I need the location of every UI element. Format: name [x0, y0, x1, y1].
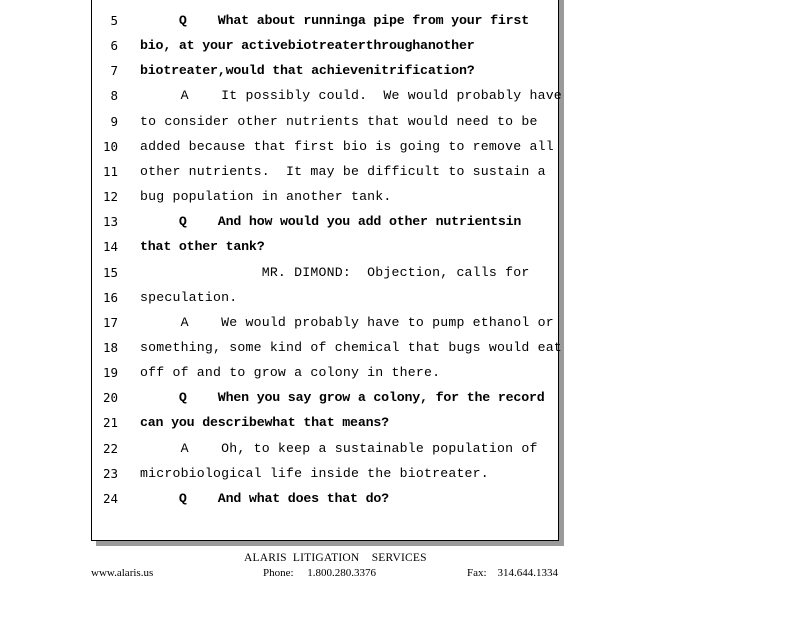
line-number: 13: [102, 214, 118, 230]
transcript-line: [92, 234, 558, 259]
line-number: 22: [102, 440, 118, 456]
line-text: other nutrients. It may be difficult to sustain a: [140, 163, 546, 179]
line-number: 11: [102, 163, 118, 179]
line-number: 17: [102, 314, 118, 330]
line-text: bug population in another tank.: [140, 189, 392, 205]
transcript-line: [92, 109, 558, 134]
transcript-line: [92, 33, 558, 58]
line-text: A It possibly could. We would probably have: [140, 88, 562, 104]
footer-website: www.alaris.us: [91, 567, 154, 579]
footer-company-name: ALARIS LITIGATION SERVICES: [244, 552, 427, 564]
line-text: to consider other nutrients that would need to be: [140, 113, 538, 129]
line-number: 16: [102, 289, 118, 305]
transcript-page: [91, 0, 562, 541]
line-text: MR. DIMOND: Objection, calls for: [140, 264, 530, 280]
line-text: biotreater,would that achievenitrification?: [140, 63, 475, 79]
line-text: bio, at your activebiotreaterthroughanother: [140, 38, 475, 54]
transcript-line: [92, 285, 558, 310]
transcript-line: [92, 83, 562, 108]
line-number: 24: [102, 490, 118, 506]
line-text: A Oh, to keep a sustainable population of: [140, 440, 538, 456]
line-number: 14: [102, 239, 118, 255]
transcript-line: [92, 209, 558, 234]
transcript-line: [92, 159, 558, 184]
line-number: 7: [110, 63, 118, 79]
line-number: 9: [110, 113, 118, 129]
line-number: 23: [102, 465, 118, 481]
transcript-line: [92, 385, 558, 410]
line-number: 15: [102, 264, 118, 280]
transcript-line: [92, 184, 558, 209]
transcript-line: [92, 410, 558, 435]
line-number: 8: [110, 88, 118, 104]
transcript-line: [92, 486, 558, 511]
line-number: 12: [102, 189, 118, 205]
footer-phone: Phone: 1.800.280.3376: [263, 567, 377, 579]
line-text: can you describewhat that means?: [140, 415, 389, 431]
line-text: something, some kind of chemical that bugs would eat: [140, 339, 562, 355]
line-number: 18: [102, 339, 118, 355]
line-text: that other tank?: [140, 239, 265, 255]
line-number: 19: [102, 365, 118, 381]
line-text: A We would probably have to pump ethanol or: [140, 314, 554, 330]
line-number: 5: [110, 13, 118, 28]
line-number: 10: [102, 138, 118, 154]
line-text: Q And how would you add other nutrientsin: [140, 214, 522, 230]
line-text: Q And what does that do?: [140, 490, 389, 506]
transcript-line: [92, 260, 558, 285]
transcript-line: [92, 134, 558, 159]
line-text: Q What about runninga pipe from your first: [140, 13, 529, 28]
transcript-line: [92, 335, 562, 360]
transcript-line: [92, 360, 558, 385]
transcript-line: [92, 436, 558, 461]
transcript-line: [92, 310, 558, 335]
line-text: microbiological life inside the biotreater.: [140, 465, 489, 481]
line-number: 20: [102, 390, 118, 406]
line-text: added because that first bio is going to remove all: [140, 138, 554, 154]
transcript-line: [92, 58, 558, 83]
line-text: Q When you say grow a colony, for the record: [140, 390, 545, 406]
line-text: speculation.: [140, 289, 238, 305]
line-text: off of and to grow a colony in there.: [140, 365, 441, 381]
transcript-line: [92, 461, 558, 486]
line-number: 6: [110, 38, 118, 54]
transcript-line: [92, 8, 558, 33]
footer-fax: Fax: 314.644.1334: [467, 567, 559, 579]
line-number: 21: [102, 415, 118, 431]
